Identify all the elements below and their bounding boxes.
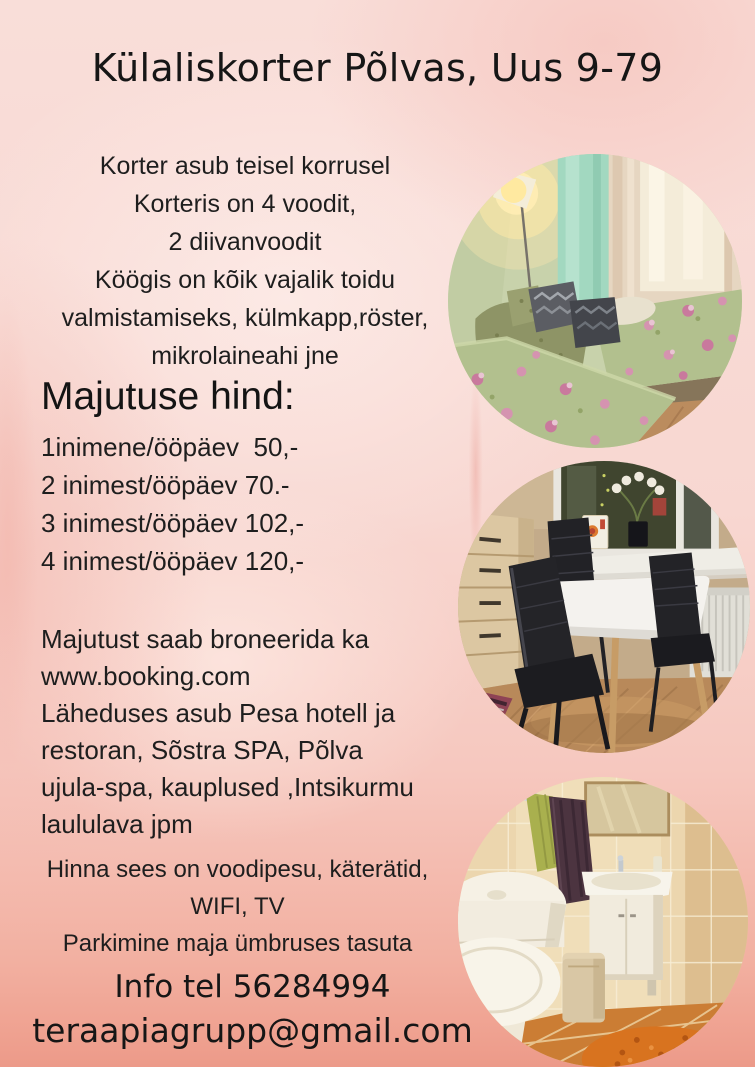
description-line: Korter asub teisel korrusel — [99, 152, 391, 180]
included-line: Hinna sees on voodipesu, käterätid, — [46, 856, 429, 883]
included-info — [25, 851, 450, 962]
dining-illustration — [458, 461, 750, 753]
included-line: WIFI, TV — [190, 893, 285, 920]
booking-line: Majutust saab broneerida ka — [41, 624, 370, 654]
price-item: 1inimene/ööpäev 50,- — [41, 432, 299, 462]
bathroom-illustration — [458, 777, 748, 1067]
booking-line: restoran, Sõstra SPA, Põlva — [41, 735, 363, 765]
included-line: Parkimine maja ümbruses tasuta — [62, 930, 413, 957]
description-line: mikrolaineahi jne — [151, 342, 339, 370]
dining-photo — [458, 461, 750, 753]
booking-url: www.booking.com — [41, 661, 251, 691]
booking-line: Läheduses asub Pesa hotell ja — [41, 698, 396, 728]
contact-phone: Info tel 56284994 — [114, 969, 391, 1005]
price-item: 4 inimest/ööpäev 120,- — [41, 546, 305, 576]
page-title: Külaliskorter Põlvas, Uus 9-79 — [91, 46, 664, 90]
description-line: Korteris on 4 voodit, — [133, 190, 357, 218]
bedroom-photo — [448, 154, 742, 448]
booking-line: ujula-spa, kauplused ,Intsikurmu — [41, 772, 414, 802]
bedroom-illustration — [448, 154, 742, 448]
bathroom-photo — [458, 777, 748, 1067]
description-line: valmistamiseks, külmkapp,röster, — [61, 304, 429, 332]
apartment-description — [35, 147, 455, 375]
price-item: 2 inimest/ööpäev 70.- — [41, 470, 290, 500]
description-line: 2 diivanvoodit — [168, 228, 322, 256]
pricing-heading: Majutuse hind: — [41, 375, 295, 418]
booking-info — [41, 621, 414, 843]
description-line: Köögis on kõik vajalik toidu — [94, 266, 396, 294]
price-list — [41, 428, 304, 580]
price-item: 3 inimest/ööpäev 102,- — [41, 508, 305, 538]
booking-line: laululava jpm — [41, 809, 193, 839]
contact-email: teraapiagrupp@gmail.com — [32, 1011, 473, 1050]
